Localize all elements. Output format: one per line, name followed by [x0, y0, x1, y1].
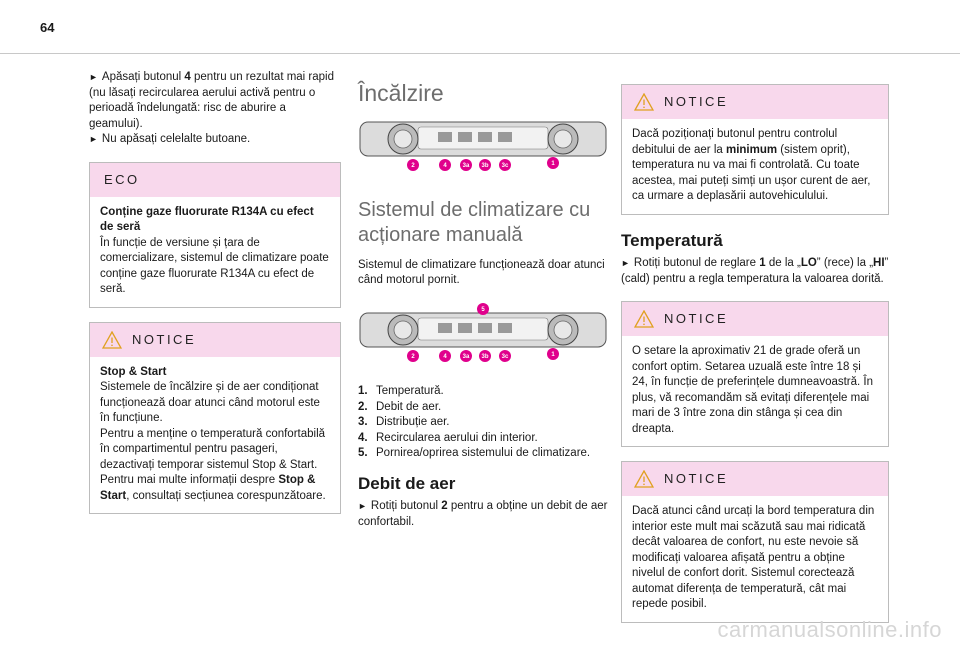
eco-box-heading: Conține gaze fluorurate R134A cu efect de seră [100, 205, 314, 233]
notice-box-title: NOTICE [132, 331, 197, 347]
list-item: 1. Temperatură. [358, 385, 444, 397]
notice-box-title: NOTICE [664, 311, 729, 327]
marker-3c: 3c [501, 353, 509, 360]
arrow-icon: ► [621, 258, 630, 268]
warning-icon [634, 310, 654, 328]
notice-box-body: Stop & Start Sistemele de încălzire și de aer condiționat funcționează doar atunci când motorul este în funcțiune. Pentru a menține o temperatură confortabilă în compartimentul pentru pasageri, dezactivați temporar sistemul Stop & Start. Pentru mai multe informații despre Stop & Start, consultați secțiunea corespunzătoare. [90, 357, 340, 514]
warning-icon [634, 93, 654, 111]
list-item: 4. Recircularea aerului din interior. [358, 431, 538, 444]
notice-box-title: NOTICE [664, 94, 729, 110]
notice-box-comfort [621, 461, 889, 623]
manual-ac-intro: Sistemul de climatizare funcționează doar atunci când motorul pornit. [358, 258, 605, 286]
column-3 [621, 84, 889, 623]
marker-2: 2 [411, 163, 415, 169]
eco-box-header [90, 163, 340, 197]
notice-box-body: O setare la aproximativ 21 de grade oferă un confort optim. Setarea uzuală este între 18 și 24, în funcție de preferințele dumneavoastră. În plus, vă recomandăm să evitați diferențele mai mari de 3 între zona din stânga și cea din dreapta. [632, 345, 874, 435]
notice-box-heading: Stop & Start [100, 365, 167, 378]
marker-5: 5 [481, 306, 485, 313]
airflow-heading: Debit de aer [358, 473, 456, 493]
marker-3a: 3a [462, 163, 470, 169]
temperature-heading: Temperatură [621, 230, 723, 250]
marker-4: 4 [443, 353, 447, 360]
column-2 [358, 80, 616, 530]
marker-3a: 3a [462, 353, 470, 360]
marker-2: 2 [411, 353, 415, 360]
marker-3b: 3b [481, 163, 489, 169]
warning-icon [634, 470, 654, 488]
list-item: 2. Debit de aer. [358, 400, 442, 413]
eco-box-text: În funcție de versiune și țara de comercializare, sistemul de climatizare poate conține gaze fluorurate R134A cu efect de seră. [100, 236, 329, 295]
notice-box-header [622, 85, 888, 119]
notice-box-header [622, 302, 888, 336]
climate-panel-image-2 [358, 303, 608, 365]
airflow-text: ► Rotiți butonul 2 pentru a obține un debit de aer confortabil. [358, 500, 608, 528]
intro-paragraph [89, 70, 341, 148]
controls-list [358, 384, 616, 462]
eco-box-title: ECO [104, 171, 140, 187]
marker-1: 1 [551, 161, 555, 167]
column-1 [89, 70, 341, 514]
marker-4: 4 [443, 163, 447, 169]
arrow-icon: ► [89, 72, 98, 82]
page-number: 64 [40, 20, 55, 35]
arrow-icon: ► [358, 501, 367, 511]
notice-box-header [622, 462, 888, 496]
top-rule [0, 53, 960, 54]
eco-box [89, 162, 341, 308]
notice-box-body: Dacă poziționați butonul pentru controlul debitului de aer la minimum (sistem oprit), temperatura nu va mai fi controlată. Cu toate acestea, mai puteți simți un ușor curent de aer, ca urmare a deplasării autovehiculului. [632, 128, 871, 202]
notice-box-setting [621, 301, 889, 447]
section-title-heating: Încălzire [358, 80, 444, 106]
marker-1: 1 [551, 351, 555, 358]
marker-3b: 3b [481, 353, 489, 360]
notice-box-body: Dacă atunci când urcați la bord temperatura din interior este mult mai scăzută sau mai ridicată decât valoarea de confort, nu este nevoie să modificați valoarea afișată pentru a obține nivelul de confort dorit. Sistemul corectează automat diferența de temperatură, cât mai repede posibil. [632, 505, 875, 610]
marker-3c: 3c [501, 163, 509, 169]
list-item: 5. Pornirea/oprirea sistemului de climatizare. [358, 447, 591, 459]
notice-box-stop-start [89, 322, 341, 515]
notice-box-title: NOTICE [664, 471, 729, 487]
section-title-manual-ac: Sistemul de climatizare cu acționare manuală [358, 198, 591, 246]
list-item: 3. Distribuție aer. [358, 416, 450, 428]
bullet-line-1: ► Apăsați butonul 4 pentru un rezultat mai rapid (nu lăsați recircularea aerului activă pentru o perioadă îndelungată: risc de aburire a geamului). [89, 71, 335, 130]
notice-box-minimum [621, 84, 889, 215]
eco-box-body [90, 197, 340, 307]
watermark: carmanualsonline.info [717, 617, 942, 642]
bullet-line-2: ► Nu apăsați celelalte butoane. [89, 133, 251, 145]
warning-icon [102, 331, 122, 349]
notice-box-header [90, 323, 340, 357]
climate-panel-image-1 [358, 116, 608, 174]
arrow-icon: ► [89, 134, 98, 144]
temperature-text: ► Rotiți butonul de reglare 1 de la „LO” (rece) la „HI” (cald) pentru a regla temperatura la valoarea dorită. [621, 257, 889, 285]
